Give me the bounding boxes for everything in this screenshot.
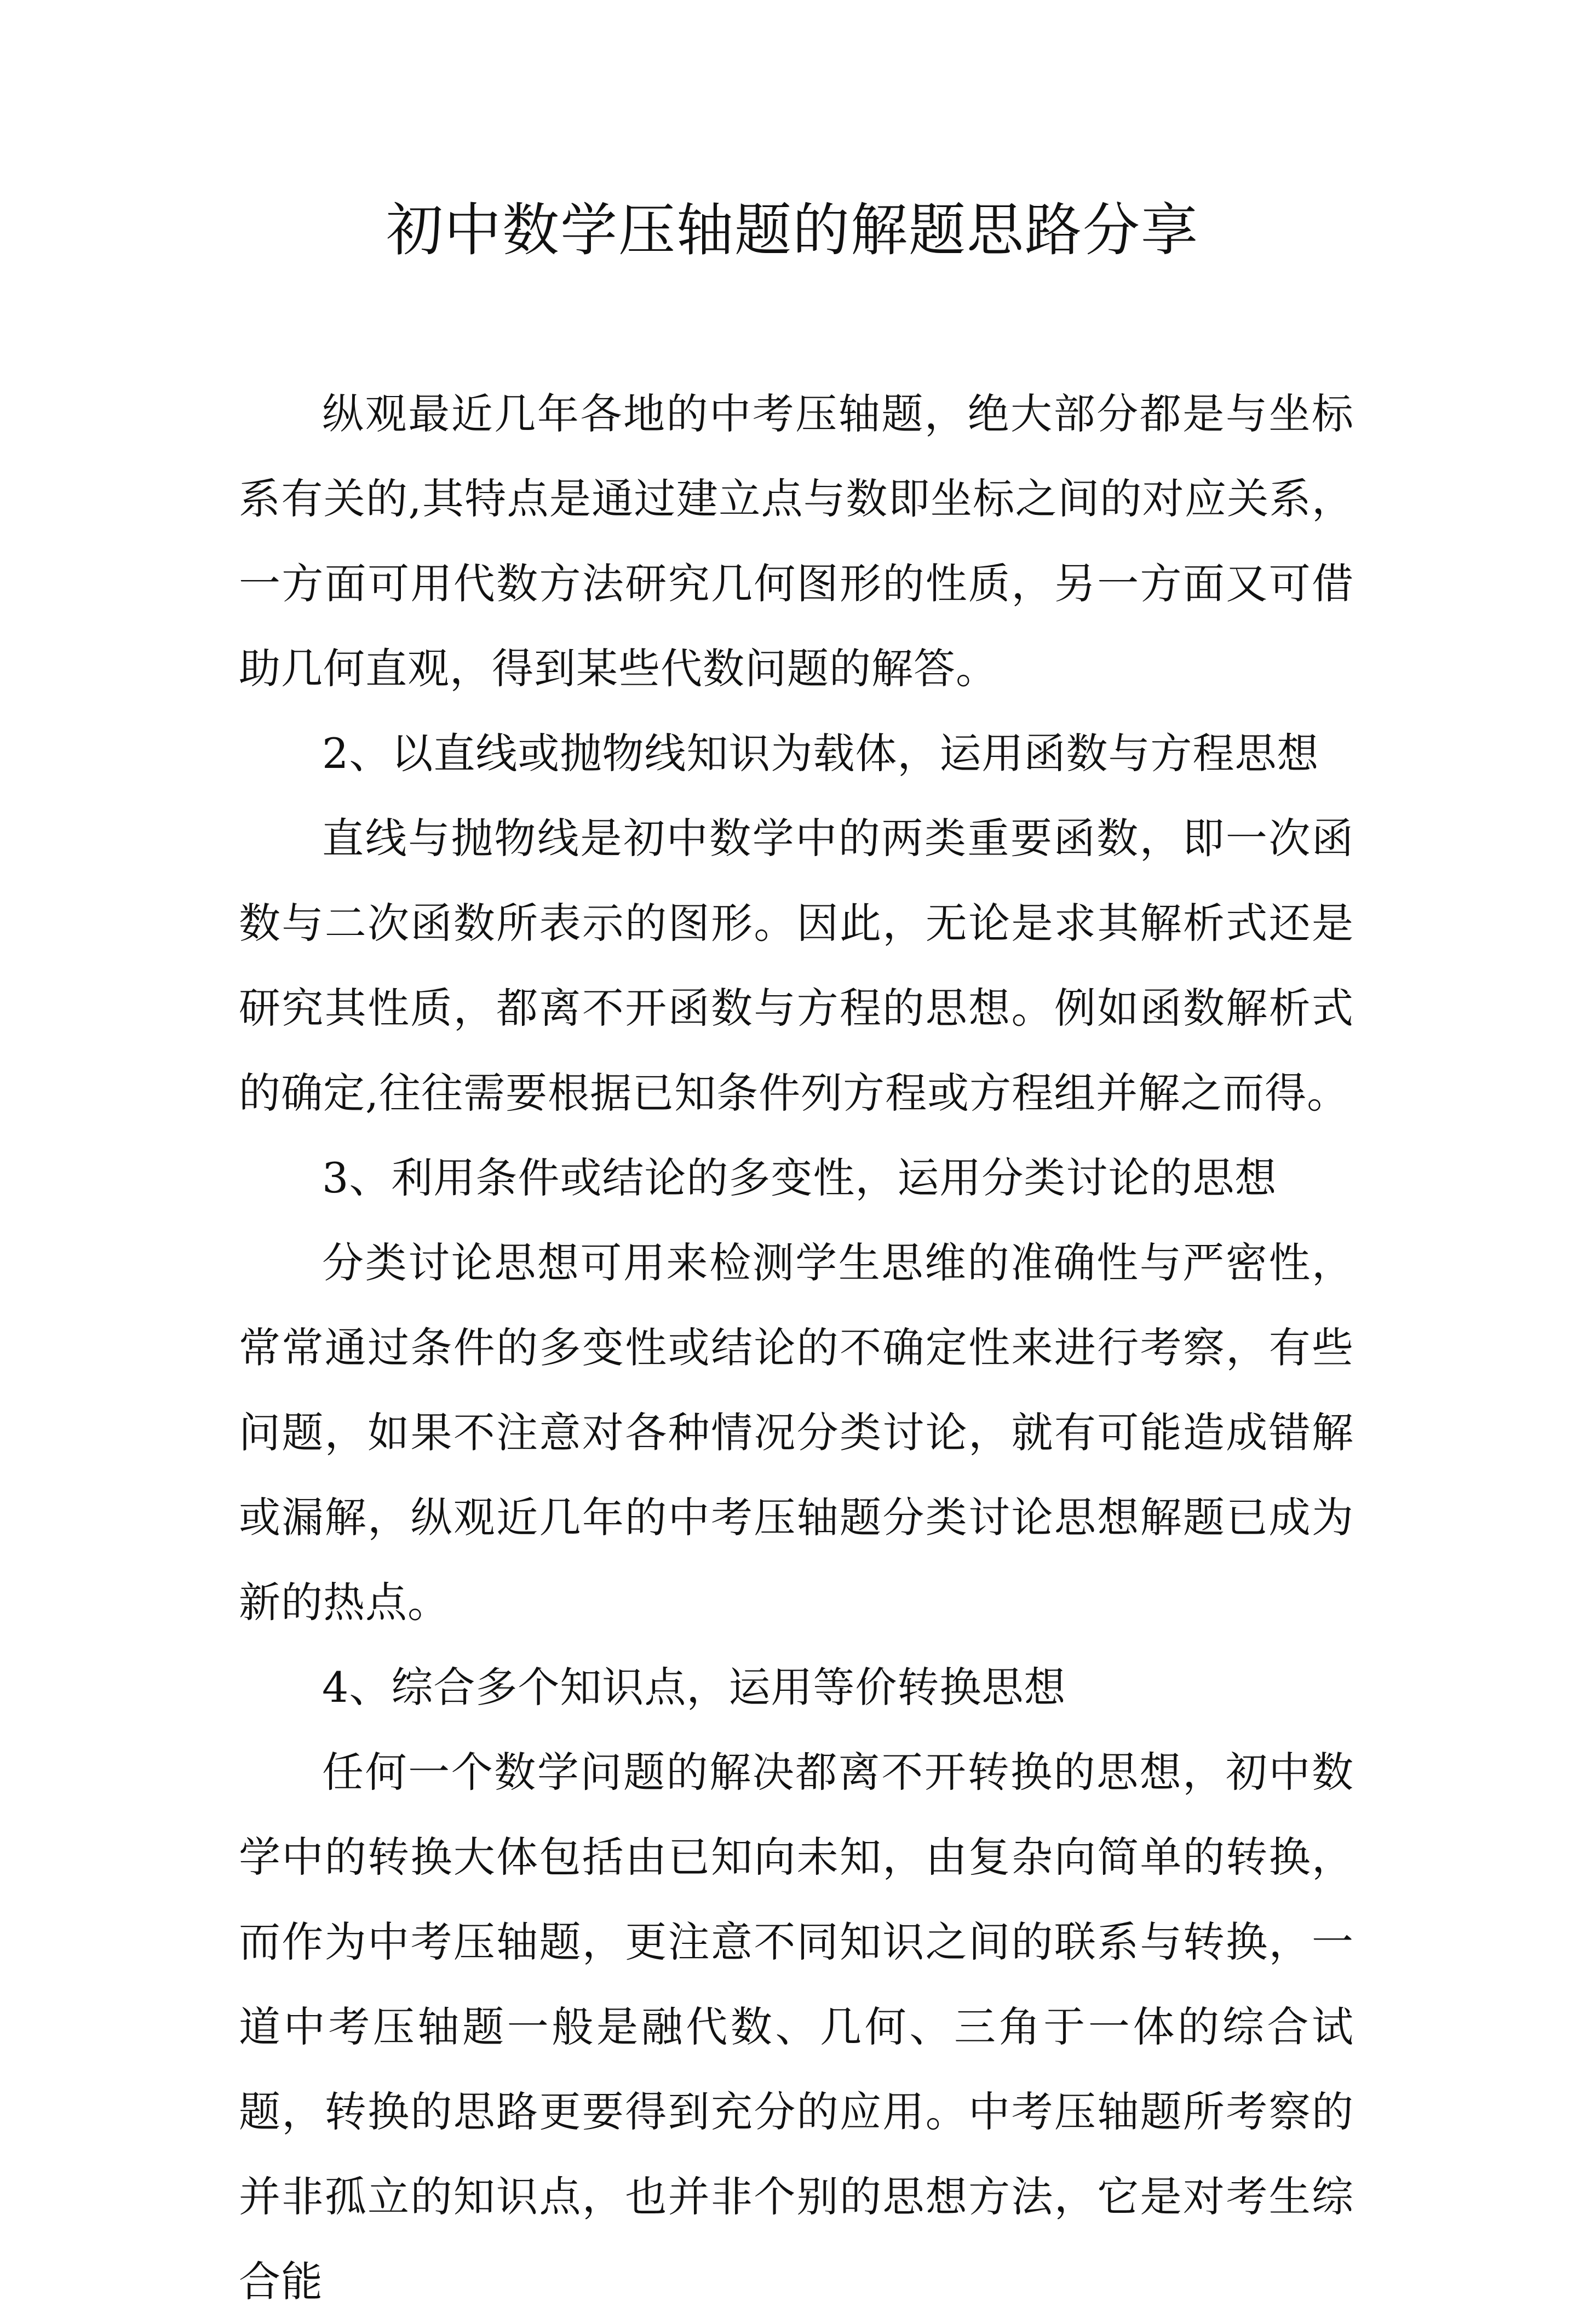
section-heading-2: 2、以直线或抛物线知识为载体，运用函数与方程思想 bbox=[322, 729, 1319, 778]
section-heading-4: 4、综合多个知识点，运用等价转换思想 bbox=[322, 1663, 1066, 1712]
page-title: 初中数学压轴题的解题思路分享 bbox=[386, 197, 1199, 263]
intro-paragraph: 纵观最近几年各地的中考压轴题，绝大部分都是与坐标系有关的,其特点是通过建立点与数即坐标之间的对应关系，一方面可用代数方法研究几何图形的性质，另一方面又可借助几何直观，得到某些代数问题的解答。 bbox=[239, 389, 1354, 693]
section-heading-3: 3、利用条件或结论的多变性，运用分类讨论的思想 bbox=[322, 1154, 1277, 1202]
section-2-paragraph: 直线与抛物线是初中数学中的两类重要函数，即一次函数与二次函数所表示的图形。因此，无论是求其解析式还是研究其性质，都离不开函数与方程的思想。例如函数解析式的确定,往往需要根据已知条件列方程或方程组并解之而得。 bbox=[239, 814, 1354, 1117]
section-3-paragraph: 分类讨论思想可用来检测学生思维的准确性与严密性，常常通过条件的多变性或结论的不确定性来进行考察，有些问题，如果不注意对各种情况分类讨论，就有可能造成错解或漏解，纵观近几年的中考压轴题分类讨论思想解题已成为新的热点。 bbox=[239, 1238, 1354, 1627]
section-4-paragraph: 任何一个数学问题的解决都离不开转换的思想，初中数学中的转换大体包括由已知向未知，由复杂向简单的转换，而作为中考压轴题，更注意不同知识之间的联系与转换，一道中考压轴题一般是融代数、几何、三角于一体的综合试题，转换的思路更要得到充分的应用。中考压轴题所考察的并非孤立的知识点，也并非个别的思想方法，它是对考生综合能 bbox=[239, 1748, 1354, 2306]
document-body bbox=[239, 371, 1354, 2324]
